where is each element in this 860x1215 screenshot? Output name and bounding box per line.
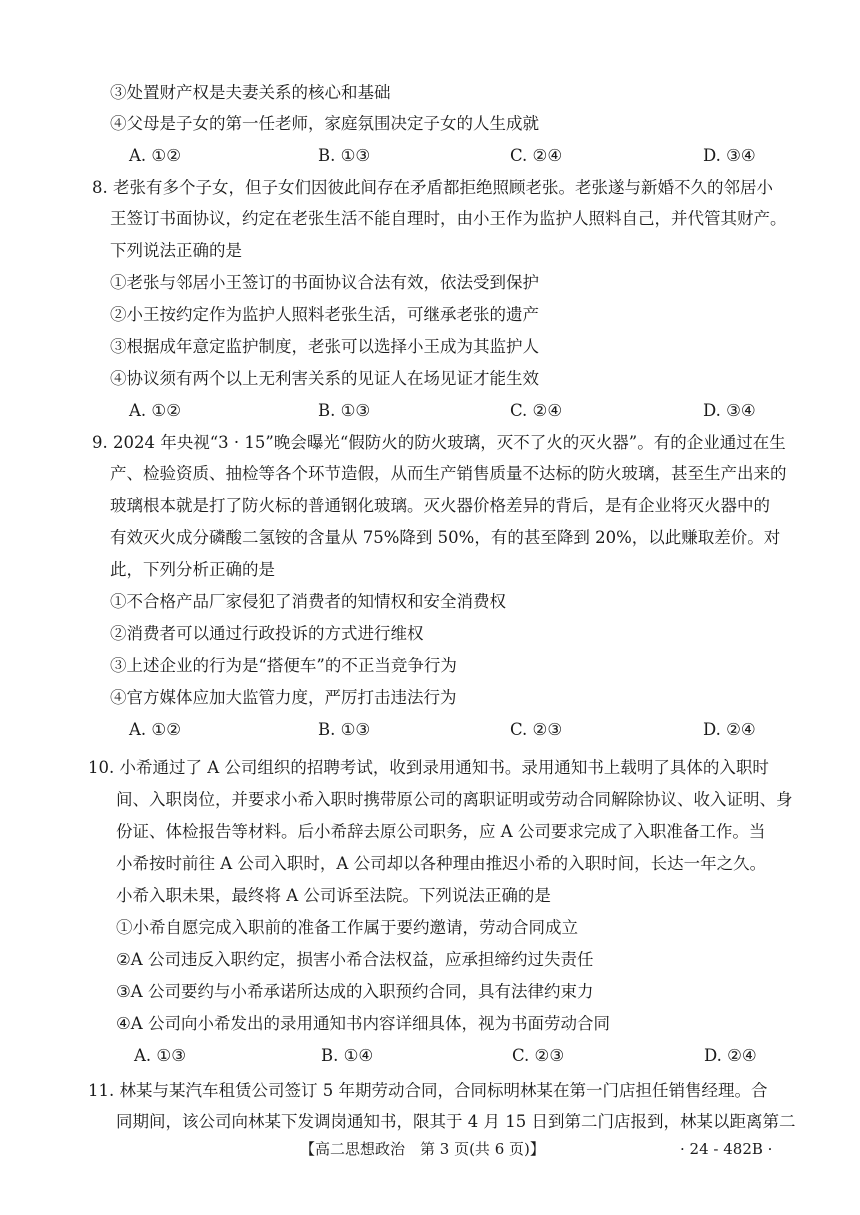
q7-option-b[interactable]: B. ①③ — [318, 146, 371, 165]
q7-option-a[interactable]: A. ①② — [129, 146, 181, 165]
q10-option-c[interactable]: C. ②③ — [512, 1046, 565, 1065]
q8-item-1: ①老张与邻居小王签订的书面协议合法有效，依法受到保护 — [110, 273, 539, 292]
q9-option-d[interactable]: D. ②④ — [703, 720, 756, 739]
q10-option-b[interactable]: B. ①④ — [321, 1046, 374, 1065]
q11-stem-line: 同期间，该公司向林某下发调岗通知书，限其于 4 月 15 日到第二门店报到，林某以距离第二 — [116, 1112, 796, 1131]
q10-stem-line: 小希按时前往 A 公司入职时，A 公司却以各种理由推迟小希的入职时间，长达一年之久。 — [116, 854, 767, 873]
page-number-label: 【高二思想政治 第 3 页(共 6 页)】 — [300, 1140, 545, 1158]
q9-item-1: ①不合格产品厂家侵犯了消费者的知情权和安全消费权 — [110, 592, 506, 611]
q10-options — [0, 1045, 860, 1067]
q9-item-3: ③上述企业的行为是“搭便车”的不正当竞争行为 — [110, 656, 457, 675]
q9-item-4: ④官方媒体应加大监管力度，严厉打击违法行为 — [110, 688, 457, 707]
q8-stem-line: 王签订书面协议，约定在老张生活不能自理时，由小王作为监护人照料自己，并代管其财产。 — [110, 209, 787, 228]
q8-item-4: ④协议须有两个以上无利害关系的见证人在场见证才能生效 — [110, 369, 539, 388]
q7-options — [0, 145, 860, 167]
q10-item-2: ②A 公司违反入职约定，损害小希合法权益，应承担缔约过失责任 — [116, 950, 594, 969]
q9-option-a[interactable]: A. ①② — [129, 720, 181, 739]
q9-stem-line: 9. 2024 年央视“3 · 15”晚会曝光“假防火的防火玻璃，灭不了火的灭火器”。有的企业通过在生 — [92, 433, 786, 452]
q10-item-4: ④A 公司向小希发出的录用通知书内容详细具体，视为书面劳动合同 — [116, 1014, 610, 1033]
q8-options — [0, 400, 860, 422]
q10-stem-line: 间、入职岗位，并要求小希入职时携带原公司的离职证明或劳动合同解除协议、收入证明、身 — [116, 790, 793, 809]
page-footer — [0, 1138, 860, 1160]
q9-stem-line: 有效灭火成分磷酸二氢铵的含量从 75%降到 50%，有的甚至降到 20%，以此赚取差价。对 — [110, 528, 781, 547]
q9-option-c[interactable]: C. ②③ — [510, 720, 563, 739]
q10-stem-line: 10. 小希通过了 A 公司组织的招聘考试，收到录用通知书。录用通知书上载明了具体的入职时 — [88, 758, 769, 777]
q8-stem-line: 8. 老张有多个子女，但子女们因彼此间存在矛盾都拒绝照顾老张。老张遂与新婚不久的邻居小 — [92, 178, 773, 197]
q7-option-d[interactable]: D. ③④ — [703, 146, 756, 165]
q10-option-a[interactable]: A. ①③ — [134, 1046, 186, 1065]
q10-stem-line: 小希入职未果，最终将 A 公司诉至法院。下列说法正确的是 — [116, 886, 551, 905]
exam-code: · 24 - 482B · — [680, 1140, 773, 1158]
q8-option-d[interactable]: D. ③④ — [703, 401, 756, 420]
q8-option-c[interactable]: C. ②④ — [510, 401, 563, 420]
q9-stem-line: 产、检验资质、抽检等各个环节造假，从而生产销售质量不达标的防火玻璃，甚至生产出来的 — [110, 464, 787, 483]
q8-stem-line: 下列说法正确的是 — [110, 241, 242, 260]
q11-stem-line: 11. 林某与某汽车租赁公司签订 5 年期劳动合同，合同标明林某在第一门店担任销售经理。合 — [88, 1081, 768, 1100]
q9-stem-line: 此，下列分析正确的是 — [110, 560, 275, 579]
q7-item-4: ④父母是子女的第一任老师，家庭氛围决定子女的人生成就 — [110, 114, 539, 133]
q7-option-c[interactable]: C. ②④ — [510, 146, 563, 165]
q8-item-2: ②小王按约定作为监护人照料老张生活，可继承老张的遗产 — [110, 305, 539, 324]
q10-item-3: ③A 公司要约与小希承诺所达成的入职预约合同，具有法律约束力 — [116, 982, 594, 1001]
q9-option-b[interactable]: B. ①③ — [318, 720, 371, 739]
q10-option-d[interactable]: D. ②④ — [704, 1046, 757, 1065]
q9-stem-line: 玻璃根本就是打了防火标的普通钢化玻璃。灭火器价格差异的背后，是有企业将灭火器中的 — [110, 496, 770, 515]
q8-item-3: ③根据成年意定监护制度，老张可以选择小王成为其监护人 — [110, 337, 539, 356]
q7-item-3: ③处置财产权是夫妻关系的核心和基础 — [110, 83, 391, 102]
q10-stem-line: 份证、体检报告等材料。后小希辞去原公司职务，应 A 公司要求完成了入职准备工作。当 — [116, 822, 766, 841]
q8-option-b[interactable]: B. ①③ — [318, 401, 371, 420]
q10-item-1: ①小希自愿完成入职前的准备工作属于要约邀请，劳动合同成立 — [116, 918, 578, 937]
q8-option-a[interactable]: A. ①② — [129, 401, 181, 420]
q9-options — [0, 719, 860, 741]
q9-item-2: ②消费者可以通过行政投诉的方式进行维权 — [110, 624, 424, 643]
